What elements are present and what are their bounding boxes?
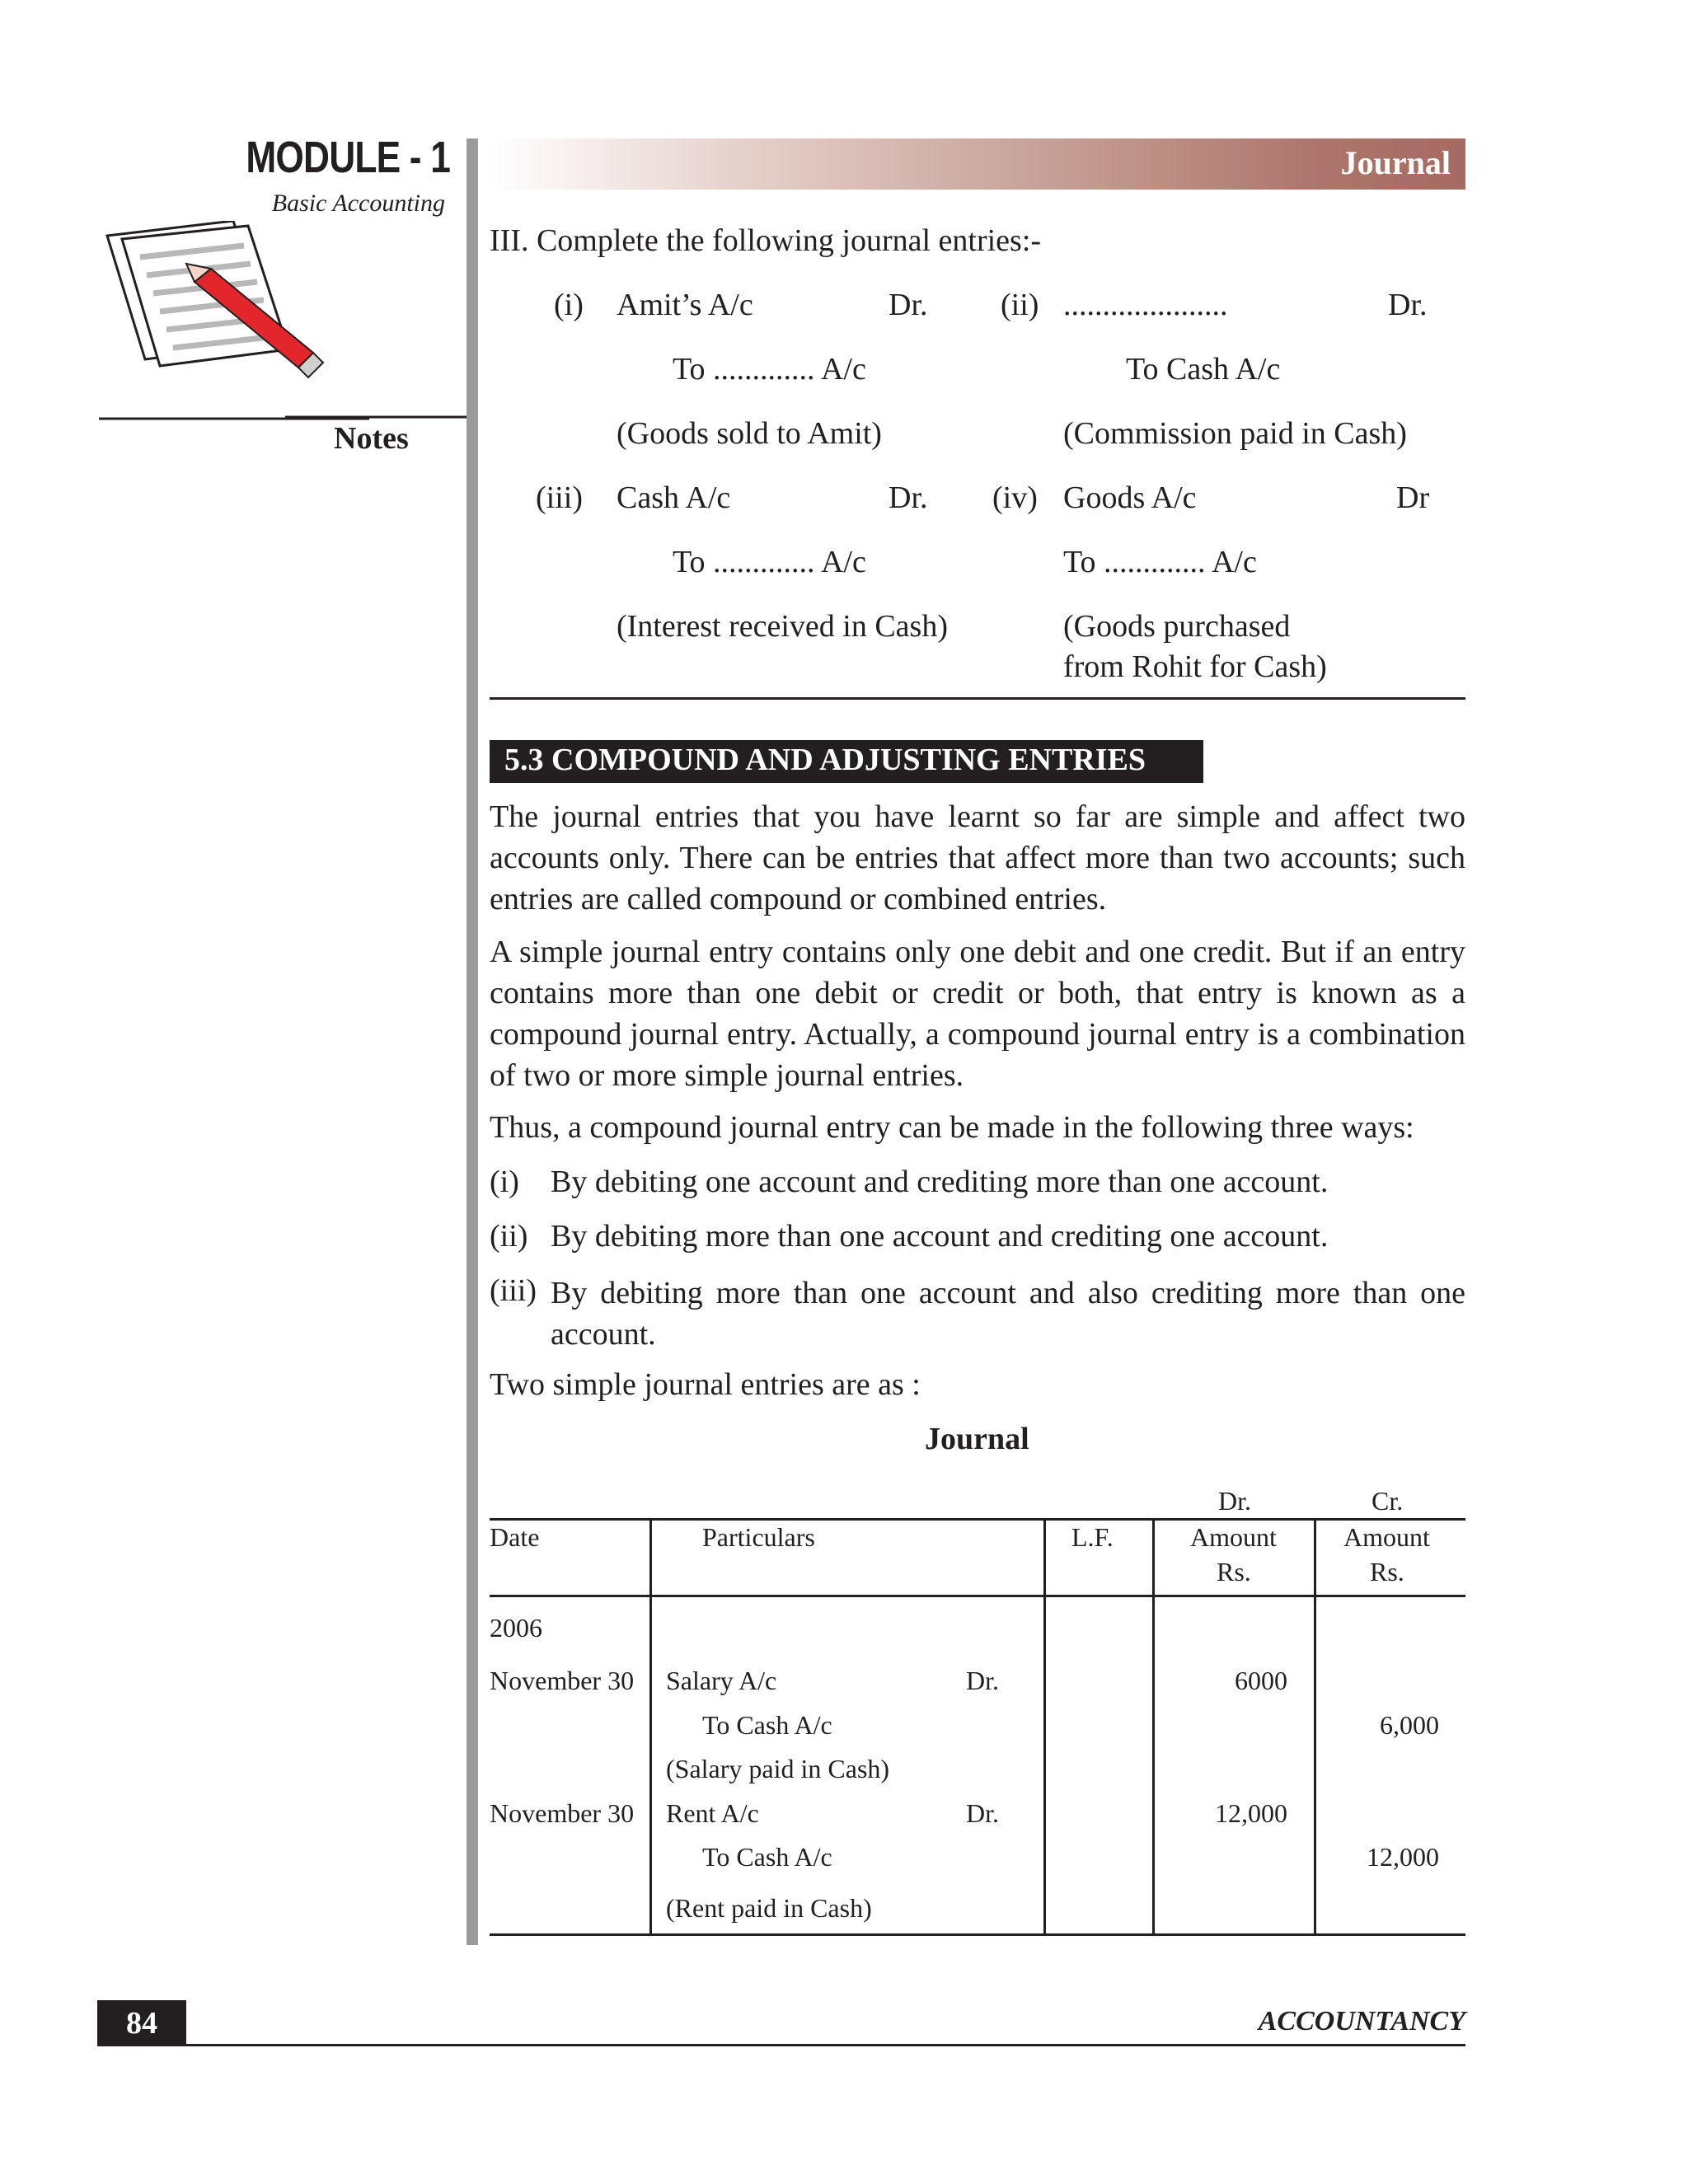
row-date: November 30 xyxy=(490,1798,635,1828)
list-item: By debiting more than one account and also crediting more than one account. xyxy=(551,1276,1465,1352)
entry-number: (iv) xyxy=(992,480,1038,515)
row-date: November 30 xyxy=(490,1666,635,1695)
module-subtitle: Basic Accounting xyxy=(271,190,445,217)
entry-debit: Cash A/c xyxy=(617,480,731,515)
entry-dr: Dr. xyxy=(889,480,928,515)
footer-rule xyxy=(97,2044,1465,2046)
row-dr-amount: 12,000 xyxy=(1215,1798,1287,1828)
table-bottom-rule xyxy=(490,1933,1465,1936)
entry-narration: (Commission paid in Cash) xyxy=(1063,416,1407,451)
list-number: (i) xyxy=(490,1165,519,1199)
entry-dr: Dr. xyxy=(889,288,928,322)
table-top-rule xyxy=(490,1518,1465,1521)
list-number: (iii) xyxy=(490,1273,537,1308)
table-header-rule xyxy=(490,1595,1465,1597)
entry-credit: To ............. A/c xyxy=(673,545,866,579)
row-debit-account: Rent A/c xyxy=(666,1798,759,1828)
entry-debit: Amit’s A/c xyxy=(617,288,753,322)
row-cr-amount: 12,000 xyxy=(1367,1842,1439,1872)
column-header-cr-amount: Amount xyxy=(1343,1522,1430,1552)
row-cr-amount: 6,000 xyxy=(1380,1710,1439,1740)
chapter-header-band xyxy=(490,138,1465,190)
entry-credit: To ............. A/c xyxy=(1063,545,1257,579)
paragraph: Thus, a compound journal entry can be made in the following three ways: xyxy=(490,1110,1414,1145)
row-dr-amount: 6000 xyxy=(1235,1666,1287,1695)
chapter-title: Journal xyxy=(1340,144,1451,181)
column-divider xyxy=(649,1518,652,1935)
notes-notepad-illustration xyxy=(97,221,468,468)
column-header-cr-rs: Rs. xyxy=(1370,1557,1404,1586)
entry-narration: (Goods purchased xyxy=(1063,609,1291,644)
exercise-divider xyxy=(490,697,1465,700)
entry-number: (i) xyxy=(554,288,584,322)
paragraph: A simple journal entry contains only one debit and one credit. But if an entry contains more than one debit or credit or both, that entry is known as a compound journal entry. Actually, a compound journal entry is a combination of two or more simple journal entries. xyxy=(490,935,1465,1093)
footer-subject: ACCOUNTANCY xyxy=(1258,2006,1465,2036)
list-number: (ii) xyxy=(490,1219,528,1254)
list-item: By debiting one account and crediting more than one account. xyxy=(551,1165,1329,1199)
dr-column-label: Dr. xyxy=(1218,1486,1251,1516)
margin-divider xyxy=(467,138,478,1945)
page-number: 84 xyxy=(97,2000,186,2046)
column-divider xyxy=(1043,1518,1046,1935)
section-heading: 5.3 COMPOUND AND ADJUSTING ENTRIES xyxy=(490,740,1203,783)
row-dr-marker: Dr. xyxy=(966,1798,999,1828)
paragraph: The journal entries that you have learnt so far are simple and affect two accounts only. There can be entries that affect more than two accounts; such entries are called compound or combined entries. xyxy=(490,799,1465,916)
row-narration: (Rent paid in Cash) xyxy=(666,1893,872,1923)
row-credit-account: To Cash A/c xyxy=(702,1710,832,1740)
column-header-date: Date xyxy=(490,1522,540,1552)
column-divider xyxy=(1152,1518,1155,1935)
column-header-lf: L.F. xyxy=(1071,1522,1114,1552)
entry-number: (iii) xyxy=(536,480,583,515)
column-divider xyxy=(1314,1518,1316,1935)
row-debit-account: Salary A/c xyxy=(666,1666,777,1695)
entry-debit: ..................... xyxy=(1063,288,1228,322)
row-narration: (Salary paid in Cash) xyxy=(666,1754,890,1783)
column-header-dr-amount: Amount xyxy=(1190,1522,1277,1552)
list-item: By debiting more than one account and crediting one account. xyxy=(551,1219,1329,1254)
entry-narration: (Interest received in Cash) xyxy=(617,609,948,644)
entry-dr: Dr xyxy=(1396,480,1430,515)
notes-label: Notes xyxy=(334,421,409,456)
entry-number: (ii) xyxy=(1001,288,1039,322)
cr-column-label: Cr. xyxy=(1372,1486,1404,1516)
entry-narration: (Goods sold to Amit) xyxy=(617,416,882,451)
entry-dr: Dr. xyxy=(1388,288,1428,322)
paragraph: Two simple journal entries are as : xyxy=(490,1367,921,1402)
row-credit-account: To Cash A/c xyxy=(702,1842,832,1872)
journal-title: Journal xyxy=(925,1422,1029,1456)
entry-debit: Goods A/c xyxy=(1063,480,1197,515)
row-dr-marker: Dr. xyxy=(966,1666,999,1695)
column-header-particulars: Particulars xyxy=(702,1522,815,1552)
entry-credit: To Cash A/c xyxy=(1126,352,1281,387)
exercise-heading: III. Complete the following journal entries:- xyxy=(490,223,1042,258)
entry-narration: from Rohit for Cash) xyxy=(1063,649,1327,684)
journal-year: 2006 xyxy=(490,1613,542,1643)
column-header-dr-rs: Rs. xyxy=(1217,1557,1251,1586)
module-title: MODULE - 1 xyxy=(246,133,450,182)
entry-credit: To ............. A/c xyxy=(673,352,866,387)
